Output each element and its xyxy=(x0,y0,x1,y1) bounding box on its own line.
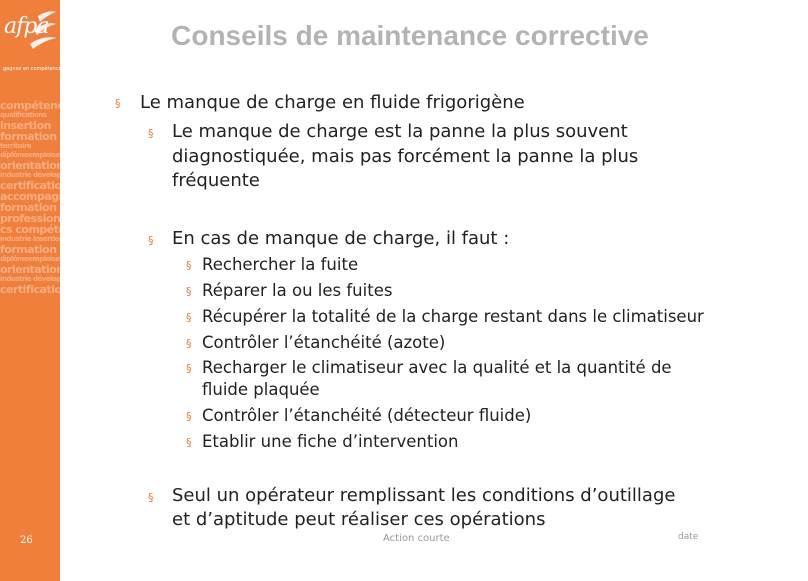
pattern-word: cs compétences xyxy=(0,223,92,236)
bullet-text: Réparer la ou les fuites xyxy=(202,281,393,300)
pattern-word: qualifications xyxy=(0,111,47,119)
pattern-word: formation métier xyxy=(0,201,98,214)
pattern-word: orientation xyxy=(0,263,64,276)
pattern-word: diplômeemploiservices xyxy=(0,255,81,263)
logo-wordmark: afpa xyxy=(4,14,49,39)
bullet-icon: § xyxy=(186,259,192,272)
bullet-icon: § xyxy=(115,97,121,110)
pattern-word: certification xyxy=(0,179,69,192)
bullet-icon: § xyxy=(186,362,192,375)
bullet-icon: § xyxy=(148,234,154,247)
bullet-text-continuation: diagnostiquée, mais pas forcément la panne la plus xyxy=(172,146,639,167)
pattern-word: territoire xyxy=(0,142,32,150)
bullet-text: Le manque de charge en fluide frigorigène xyxy=(140,92,525,113)
bullet-icon: § xyxy=(186,436,192,449)
pattern-word: formation xyxy=(0,130,57,143)
pattern-word: compétences xyxy=(0,99,77,112)
bullet-icon: § xyxy=(186,285,192,298)
bullet-text-continuation: fluide plaquée xyxy=(202,380,320,399)
footer-label: Action courte xyxy=(383,533,450,544)
bullet-text: Récupérer la totalité de la charge restant dans le climatiseur xyxy=(202,307,704,326)
logo-tagline: gagnez en compétences xyxy=(3,66,65,72)
pattern-word: formation territoire xyxy=(0,243,112,256)
pattern-word: insertion xyxy=(0,119,51,132)
bullet-text: Le manque de charge est la panne la plus souvent xyxy=(172,121,628,142)
pattern-word: accompagnement xyxy=(0,190,103,203)
bullet-text: Contrôler l’étanchéité (azote) xyxy=(202,333,446,352)
bullet-text: Seul un opérateur remplissant les conditions d’outillage xyxy=(172,485,676,506)
footer-date: date xyxy=(678,532,699,542)
bullet-text: Rechercher la fuite xyxy=(202,255,359,274)
page-number: 26 xyxy=(20,535,33,546)
bullet-icon: § xyxy=(186,311,192,324)
bullet-text: Etablir une fiche d’intervention xyxy=(202,432,459,451)
pattern-word: industrie développement xyxy=(0,171,88,179)
bullet-text: Contrôler l’étanchéité (détecteur fluide) xyxy=(202,406,532,425)
bullet-icon: § xyxy=(148,491,154,504)
bullet-icon: § xyxy=(186,337,192,350)
pattern-word: diplômeemploiservices xyxy=(0,151,81,159)
slide-title: Conseils de maintenance corrective xyxy=(171,20,649,51)
pattern-word: professionnel xyxy=(0,212,78,225)
pattern-word: certification xyxy=(0,283,69,296)
bullet-text-continuation: fréquente xyxy=(172,170,260,191)
pattern-word: industrie développement xyxy=(0,275,88,283)
pattern-word: orientation xyxy=(0,159,64,172)
pattern-word: industrie insertion xyxy=(0,235,64,243)
bullet-text-continuation: et d’aptitude peut réaliser ces opérations xyxy=(172,509,546,530)
bullet-text: En cas de manque de charge, il faut : xyxy=(172,228,510,249)
bullet-text: Recharger le climatiseur avec la qualité et la quantité de xyxy=(202,358,672,377)
bullet-icon: § xyxy=(148,127,154,140)
bullet-icon: § xyxy=(186,410,192,423)
